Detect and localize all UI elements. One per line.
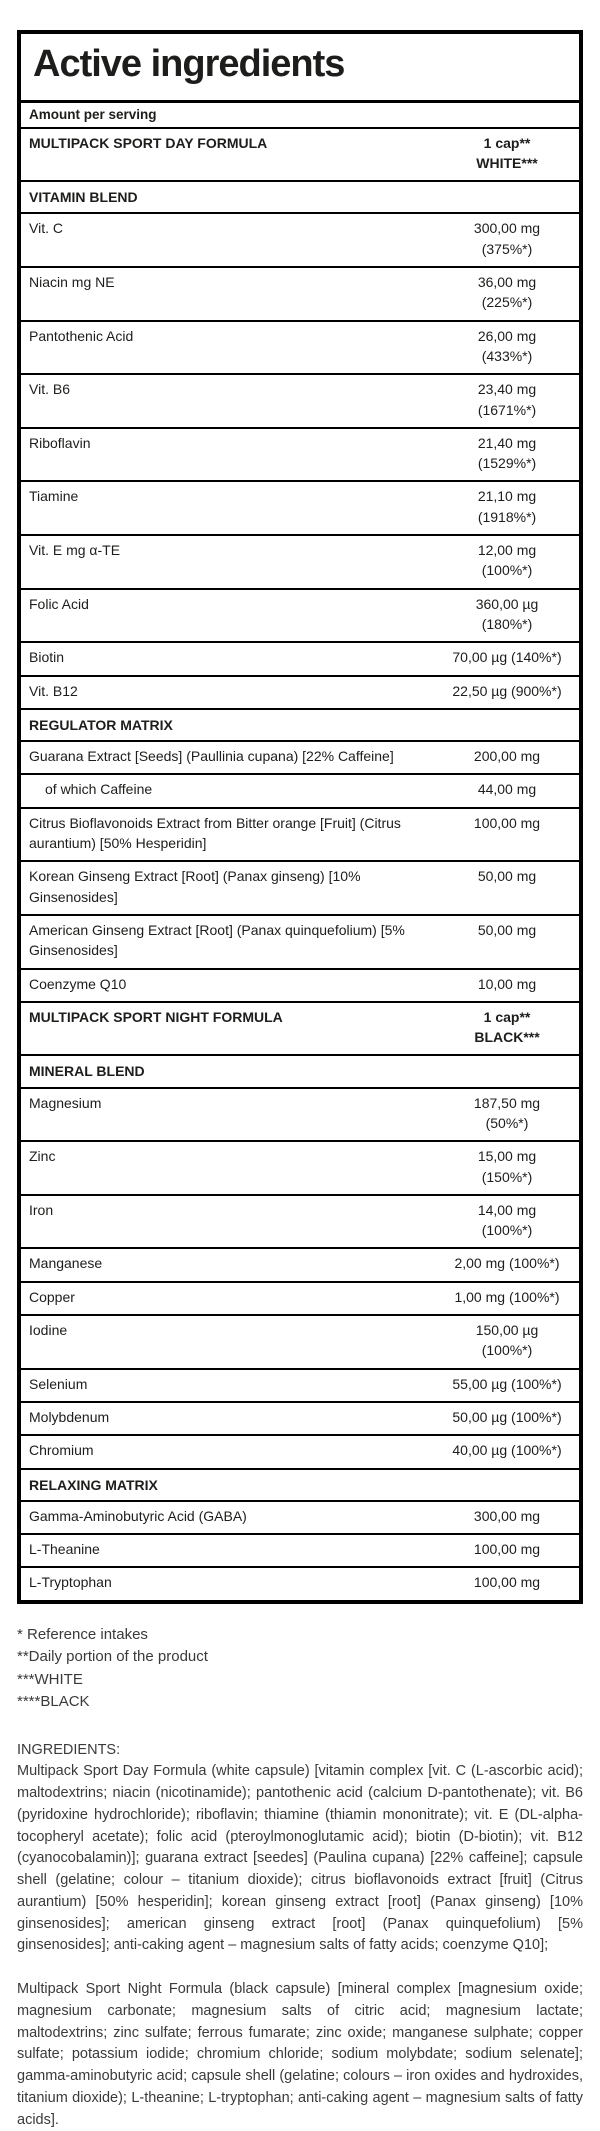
amount-line: 300,00 mg — [473, 220, 541, 237]
ingredient-name: Citrus Bioflavonoids Extract from Bitter orange [Fruit] (Citrus aurantium) [50% Hesperidin] — [29, 814, 401, 852]
ingredient-amount — [443, 746, 571, 766]
amount-line: 23,40 mg — [477, 381, 537, 398]
ingredient-amount — [443, 594, 571, 635]
ingredient-amount — [443, 326, 571, 367]
ingredient-amount — [443, 1539, 571, 1559]
ingredient-row — [21, 1003, 579, 1057]
amount-line: 55,00 µg (100%*) — [452, 1375, 562, 1392]
ingredient-row — [21, 214, 579, 268]
ingredient-name: Iodine — [29, 1322, 68, 1339]
ingredient-name: Gamma-Aminobutyric Acid (GABA) — [29, 1507, 247, 1524]
amount-line: 21,40 mg — [477, 434, 537, 451]
ingredient-amount — [443, 1320, 571, 1361]
ingredient-amount — [443, 379, 571, 420]
amount-line: 22,50 µg (900%*) — [452, 682, 562, 699]
ingredient-amount — [443, 1146, 571, 1187]
ingredient-name: Pantothenic Acid — [29, 327, 134, 344]
amount-line: (100%*) — [481, 562, 533, 579]
ingredient-row — [21, 809, 579, 863]
ingredient-amount — [443, 779, 571, 799]
ingredient-name: Chromium — [29, 1442, 94, 1459]
amount-line: 200,00 mg — [473, 748, 541, 765]
ingredient-amount — [443, 681, 571, 701]
ingredients-paragraph: Multipack Sport Night Formula (black capsule) [mineral complex [magnesium oxide; magnesium carbonate; magnesium salts of citric acid; magnesium lactate; maltodextrins; zinc sulfate; ferrous fumarate; zinc oxide; manganese sulphate; copper sulfate; potassium iodide; chromium chloride; sodium molybdate; sodium selenate]; gamma-aminobutyric acid; capsule shell (gelatine; colours – iron oxides and hydroxides, titanium dioxide); L-theanine; L-tryptophan; anti-caking agent – magnesium salts of fatty acids]. — [17, 1981, 583, 2128]
ingredient-amount — [443, 920, 571, 940]
ingredient-row — [21, 775, 579, 808]
ingredient-name: L-Theanine — [29, 1541, 100, 1558]
ingredient-name: Tiamine — [29, 488, 79, 505]
footnote-line: * Reference intakes — [17, 1625, 148, 1643]
amount-line: 36,00 mg — [477, 274, 537, 291]
section-header-label: MINERAL BLEND — [29, 1063, 145, 1080]
amount-line: 2,00 mg (100%*) — [454, 1255, 560, 1272]
amount-line: 44,00 mg — [477, 781, 537, 798]
ingredient-name: Zinc — [29, 1148, 56, 1165]
ingredient-amount — [443, 1253, 571, 1273]
ingredient-row — [21, 322, 579, 376]
ingredient-name: Copper — [29, 1288, 75, 1305]
ingredient-row — [21, 916, 579, 970]
amount-line: 1 cap** — [483, 134, 531, 151]
amount-line: (225%*) — [481, 294, 533, 311]
ingredient-name: Vit. C — [29, 220, 63, 237]
ingredient-name: Biotin — [29, 649, 65, 666]
ingredient-amount — [443, 486, 571, 527]
ingredient-name: Vit. B12 — [29, 682, 78, 699]
ingredient-amount — [443, 1374, 571, 1394]
ingredient-row — [21, 643, 579, 676]
amount-line: (100%*) — [481, 1342, 533, 1359]
amount-line: (1918%*) — [477, 508, 537, 525]
ingredient-row — [21, 1316, 579, 1370]
ingredient-amount — [443, 647, 571, 667]
section-header-label: RELAXING MATRIX — [29, 1476, 158, 1493]
ingredient-row — [21, 375, 579, 429]
ingredient-row — [21, 862, 579, 916]
ingredient-name: Molybdenum — [29, 1408, 110, 1425]
amount-line: 1,00 mg (100%*) — [454, 1288, 560, 1305]
table-rows — [21, 129, 579, 1600]
ingredient-amount — [443, 1407, 571, 1427]
ingredient-row — [21, 1403, 579, 1436]
ingredient-amount — [443, 540, 571, 581]
amount-line: (1529%*) — [477, 455, 537, 472]
amount-line: (433%*) — [481, 347, 533, 364]
ingredient-row — [21, 1142, 579, 1196]
footnote-line: **Daily portion of the product — [17, 1648, 208, 1666]
ingredient-name: Manganese — [29, 1255, 103, 1272]
amount-line: 14,00 mg — [477, 1201, 537, 1218]
amount-line: 100,00 mg — [473, 1574, 541, 1591]
amount-line: 360,00 µg — [475, 595, 539, 612]
amount-line: 150,00 µg — [475, 1322, 539, 1339]
ingredient-row — [21, 590, 579, 644]
page-title: Active ingredients — [33, 43, 345, 85]
footnote-line: ***WHITE — [17, 1670, 83, 1688]
ingredient-row — [21, 1283, 579, 1316]
ingredient-amount — [443, 1506, 571, 1526]
amount-line: WHITE*** — [476, 154, 538, 171]
ingredient-amount — [443, 1287, 571, 1307]
amount-line: 12,00 mg — [477, 542, 537, 559]
amount-line: 1 cap** — [483, 1008, 531, 1025]
amount-line: 100,00 mg — [473, 814, 541, 831]
table-title-row — [21, 34, 579, 103]
ingredient-row — [21, 1370, 579, 1403]
ingredient-name: Folic Acid — [29, 595, 89, 612]
amount-line: 187,50 mg — [473, 1094, 541, 1111]
amount-line: 50,00 µg (100%*) — [452, 1408, 562, 1425]
ingredient-name: MULTIPACK SPORT NIGHT FORMULA — [29, 1008, 283, 1025]
ingredient-name: Coenzyme Q10 — [29, 975, 127, 992]
ingredient-name: Niacin mg NE — [29, 274, 115, 291]
ingredient-row — [21, 1436, 579, 1469]
amount-line: 26,00 mg — [477, 327, 537, 344]
section-header-row — [21, 710, 579, 742]
ingredient-row — [21, 1502, 579, 1535]
ingredient-row — [21, 1568, 579, 1599]
ingredients-heading: INGREDIENTS: — [17, 1741, 121, 1758]
section-header-row — [21, 1470, 579, 1502]
ingredient-row — [21, 482, 579, 536]
amount-line: 15,00 mg — [477, 1148, 537, 1165]
ingredient-amount — [443, 1007, 571, 1048]
amount-line: 40,00 µg (100%*) — [452, 1442, 562, 1459]
amount-line: 50,00 mg — [477, 868, 537, 885]
ingredient-row — [21, 129, 579, 183]
ingredient-row — [21, 742, 579, 775]
ingredient-amount — [443, 218, 571, 259]
ingredient-name: Vit. B6 — [29, 381, 70, 398]
ingredient-amount — [443, 1200, 571, 1241]
ingredient-amount — [443, 272, 571, 313]
amount-line: 300,00 mg — [473, 1507, 541, 1524]
ingredient-amount — [443, 813, 571, 833]
ingredient-name: Riboflavin — [29, 434, 91, 451]
ingredient-name: Korean Ginseng Extract [Root] (Panax ginseng) [10% Ginsenosides] — [29, 868, 361, 905]
amount-line: (180%*) — [481, 615, 533, 632]
amount-line: (150%*) — [481, 1168, 533, 1185]
ingredient-name: Selenium — [29, 1375, 88, 1392]
ingredient-amount — [443, 1572, 571, 1592]
amount-line: 100,00 mg — [473, 1541, 541, 1558]
ingredient-row — [21, 429, 579, 483]
active-ingredients-table — [17, 30, 583, 1604]
ingredient-row — [21, 1089, 579, 1143]
ingredient-row — [21, 536, 579, 590]
section-header-label: REGULATOR MATRIX — [29, 716, 173, 733]
ingredient-name: Guarana Extract [Seeds] (Paullinia cupana) [22% Caffeine] — [29, 748, 394, 765]
ingredient-row — [21, 268, 579, 322]
ingredient-name: of which Caffeine — [45, 781, 153, 798]
ingredient-name: L-Tryptophan — [29, 1574, 112, 1591]
ingredients-section — [17, 1740, 583, 2131]
ingredient-amount — [443, 433, 571, 474]
amount-per-serving-header: Amount per serving — [21, 103, 579, 129]
ingredient-amount — [443, 1440, 571, 1460]
section-header-label: VITAMIN BLEND — [29, 189, 138, 206]
ingredient-row — [21, 970, 579, 1003]
ingredient-amount — [443, 133, 571, 174]
ingredients-paragraphs — [17, 1761, 583, 2131]
section-header-row — [21, 1056, 579, 1088]
ingredient-amount — [443, 974, 571, 994]
ingredient-amount — [443, 866, 571, 886]
ingredient-amount — [443, 1093, 571, 1134]
amount-line: (50%*) — [485, 1114, 529, 1131]
amount-line: (1671%*) — [477, 401, 537, 418]
ingredient-name: Vit. E mg α-TE — [29, 542, 121, 559]
footnotes — [17, 1624, 583, 1714]
ingredient-row — [21, 1249, 579, 1282]
amount-line: (100%*) — [481, 1222, 533, 1239]
amount-line: BLACK*** — [474, 1029, 540, 1046]
ingredient-name: MULTIPACK SPORT DAY FORMULA — [29, 134, 268, 151]
amount-line: 50,00 mg — [477, 921, 537, 938]
amount-line: 10,00 mg — [477, 975, 537, 992]
footnote-line: ****BLACK — [17, 1693, 90, 1711]
ingredient-row — [21, 677, 579, 710]
ingredients-paragraph: Multipack Sport Day Formula (white capsule) [vitamin complex [vit. C (L-ascorbic acid); maltodextrins; niacin (nicotinamide); pantothenic acid (calcium D-pantothenate); vit. B6 (pyridoxine hydrochloride); riboflavin; thiamine (thiamin mononitrate); vit. E (DL-alpha-tocopheryl acetate); folic acid (pteroylmonoglutamic acid); biotin (D-biotin); vit. B12 (cyanocobalamin)]; guarana extract [seedes] (Paulina cupana) [22% caffeine]; capsule shell (gelatine; colour – titanium dioxide); citrus bioflavonoids extract [fruit] (Citrus aurantium) [50% hesperidin]; korean ginseng extract [root] (Panax ginseng) [10% ginsenosides]; american ginseng extract [root] (Panax quinquefolium) [5% ginsenosides]; anti-caking agent – magnesium salts of fatty acids; coenzyme Q10]; — [17, 1763, 583, 1954]
ingredient-name: Iron — [29, 1201, 54, 1218]
ingredient-row — [21, 1535, 579, 1568]
ingredient-name: Magnesium — [29, 1094, 102, 1111]
amount-line: 70,00 µg (140%*) — [452, 649, 562, 666]
section-header-row — [21, 182, 579, 214]
ingredient-row — [21, 1196, 579, 1250]
amount-line: (375%*) — [481, 240, 533, 257]
ingredient-name: American Ginseng Extract [Root] (Panax quinquefolium) [5% Ginsenosides] — [29, 921, 405, 959]
amount-line: 21,10 mg — [477, 488, 537, 505]
